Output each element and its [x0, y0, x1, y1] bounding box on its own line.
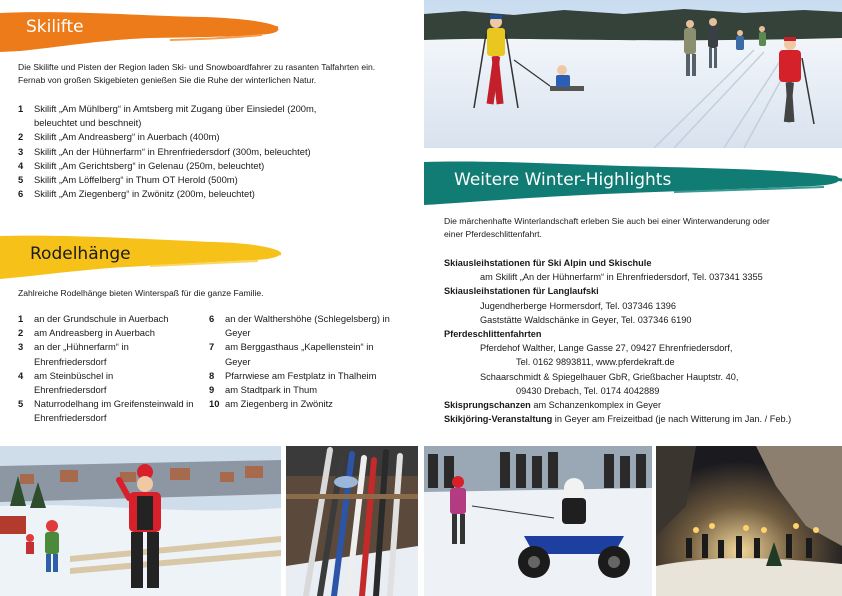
sprung-text: am Schanzenkomplex in Geyer — [530, 400, 662, 411]
pferde-line-4: 09430 Drebach, Tel. 0174 4042889 — [516, 385, 660, 396]
skilifte-list — [18, 102, 348, 201]
langlauf-line-2: Gaststätte Waldschänke in Geyer, Tel. 037346 6190 — [480, 314, 692, 325]
highlights-title: Weitere Winter-Highlights — [454, 170, 672, 190]
list-item: 3 an der „Hühnerfarm“ in Ehrenfriedersdorf — [18, 341, 129, 367]
rodel-title: Rodelhänge — [30, 244, 131, 264]
rodel-list-left — [18, 312, 206, 426]
rodel-list-right — [209, 312, 409, 411]
list-item: 1 an der Grundschule in Auerbach — [18, 313, 169, 324]
photo-quad-skikjoering — [424, 446, 652, 596]
list-item: 7 am Berggasthaus „Kapellenstein“ in Geyer — [209, 341, 374, 367]
list-item: 8 Pfarrwiese am Festplatz in Thalheim — [209, 369, 377, 381]
pferde-line-2: Tel. 0162 9893811, www.pferdekraft.de — [516, 357, 675, 368]
list-item: 5 Naturrodelhang im Greifensteinwald in Ehrenfriedersdorf — [18, 398, 194, 424]
photo-night-torch-walk — [656, 446, 842, 596]
skikjoering-line — [444, 412, 834, 426]
highlights-banner — [424, 158, 842, 206]
list-item: 9 am Stadtpark in Thum — [209, 384, 318, 396]
skilifte-intro: Die Skilifte und Pisten der Region laden Ski- und Snowboardfahrer zu rasanten Talfahrten ein. Fernab von großen Skigebieten genießen Sie die Ruhe der winterlichen Natur. — [18, 62, 376, 85]
pferde-line-1: Pferdehof Walther, Lange Gasse 27, 09427 Ehrenfriedersdorf, — [480, 343, 733, 354]
ski-alpin-heading: Skiausleihstationen für Ski Alpin und Skischule — [444, 258, 652, 268]
list-item: 1 Skilift „Am Mühlberg“ in Amtsberg mit Zugang über Einsiedel (200m, beleuchtet und beschneit) — [18, 103, 317, 129]
rodel-banner — [0, 232, 282, 280]
photo-ski-slope-children — [0, 446, 281, 596]
highlights-intro: Die märchenhafte Winterlandschaft erleben Sie auch bei einer Winterwanderung oder einer Pferdeschlittenfahrt. — [444, 216, 770, 239]
rodel-intro: Zahlreiche Rodelhänge bieten Winterspaß für die ganze Familie. — [18, 288, 264, 298]
ski-alpin-line: am Skilift „An der Hühnerfarm“ in Ehrenfriedersdorf, Tel. 037341 3355 — [480, 272, 763, 283]
list-item: 3 Skilift „An der Hühnerfarm“ in Ehrenfriedersdorf (300m, beleuchtet) — [18, 145, 311, 157]
list-item: 10 am Ziegenberg in Zwönitz — [209, 398, 333, 410]
pferde-line-3: Schaarschmidt & Spiegelhauer GbR, Grießbacher Hauptstr. 40, — [480, 371, 739, 382]
langlauf-heading: Skiausleihstationen für Langlaufski — [444, 286, 599, 297]
list-item: 4 Skilift „Am Gerichtsberg“ in Gelenau (250m, beleuchtet) — [18, 159, 265, 171]
skikjoering-heading: Skikjöring-Veranstaltung — [444, 414, 553, 425]
skilifte-title: Skilifte — [26, 17, 84, 37]
list-item: 5 Skilift „Am Löffelberg“ in Thum OT Herold (500m) — [18, 174, 238, 186]
list-item: 2 am Andreasberg in Auerbach — [18, 327, 155, 339]
langlauf-line-1: Jugendherberge Hormersdorf, Tel. 037346 1396 — [480, 300, 676, 311]
list-item: 2 Skilift „Am Andreasberg“ in Auerbach (400m) — [18, 131, 220, 143]
sprung-line — [444, 398, 834, 412]
list-item: 6 an der Walthershöhe (Schlegelsberg) in Geyer — [209, 313, 390, 339]
photo-cross-country-skiers — [424, 0, 842, 148]
photo-skis-rack — [286, 446, 418, 596]
skikjoering-text: in Geyer am Freizeitbad (je nach Witterung im Jan. / Feb.) — [552, 414, 792, 425]
pferde-heading: Pferdeschlittenfahrten — [444, 329, 542, 340]
list-item: 4 am Steinbüschel in Ehrenfriedersdorf — [18, 369, 114, 396]
skilifte-banner — [0, 7, 282, 53]
sprung-heading: Skisprungschanzen — [444, 400, 531, 411]
list-item: 6 Skilift „Am Ziegenberg“ in Zwönitz (200m, beleuchtet) — [18, 188, 255, 200]
highlights-details — [444, 256, 834, 426]
